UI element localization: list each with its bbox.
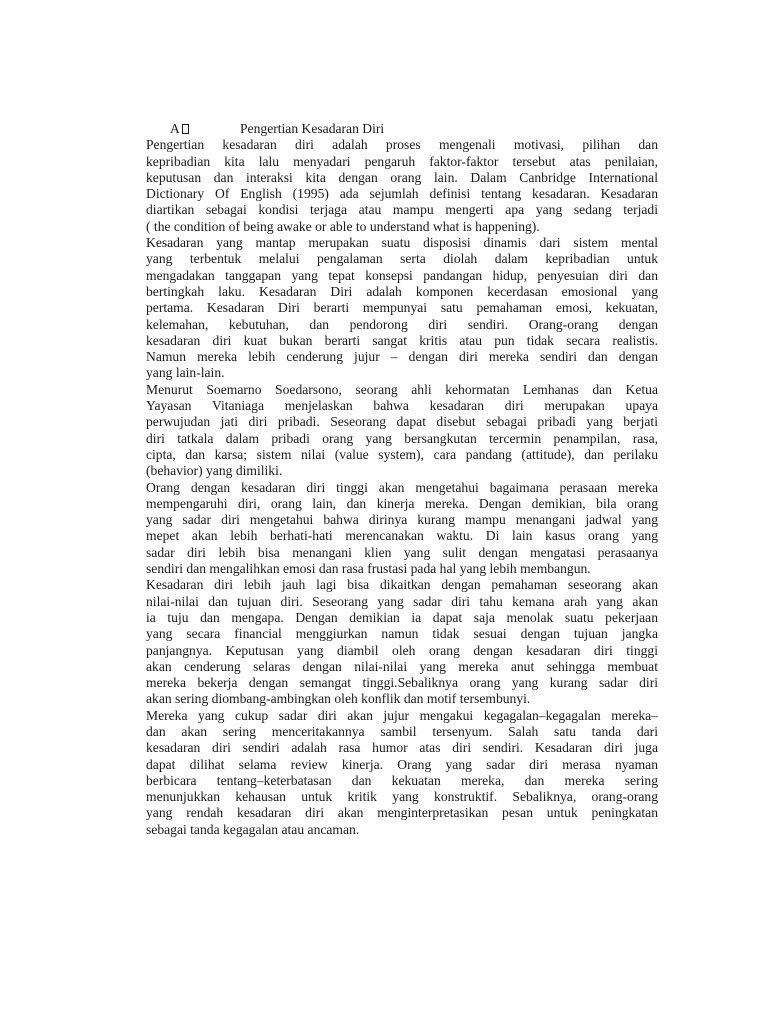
paragraph [146, 137, 658, 235]
paragraph-line: panjangnya. Keputusan yang diambil oleh orang dengan kesadaran diri tinggi [146, 642, 658, 658]
paragraph-line: Mereka yang cukup sadar diri akan jujur mengakui kegagalan–kegagalan mereka– [146, 707, 658, 723]
paragraph-line: Yayasan Vitaniaga menjelaskan bahwa kesadaran diri merupakan upaya [146, 398, 658, 414]
paragraph-line: keputusan dan interaksi kita dengan orang lain. Dalam Canbridge International [146, 169, 658, 185]
paragraph-line: diri tatkala dalam pribadi orang yang bersangkutan tercermin penampilan, rasa, [146, 430, 658, 446]
paragraph-line: Namun mereka lebih cenderung jujur – dengan diri mereka sendiri dan dengan [146, 349, 658, 365]
paragraph-line: Kesadaran yang mantap merupakan suatu disposisi dinamis dari sistem mental [146, 235, 658, 251]
paragraph-line: ia tuju dan mengapa. Dengan demikian ia dapat saja menolak suatu pekerjaan [146, 609, 658, 625]
paragraph-line: menunjukkan kehausan untuk kritik yang konstruktif. Sebaliknya, orang-orang [146, 789, 658, 805]
paragraph-line: mepet akan lebih berhati-hati merencanakan waktu. Di lain kasus orang yang [146, 528, 658, 544]
section-heading [146, 121, 658, 137]
paragraph-line: (behavior) yang dimiliki. [146, 463, 283, 479]
paragraph-line: bertingkah laku. Kesadaran Diri adalah komponen kecerdasan emosional yang [146, 283, 658, 299]
paragraph-line: dan akan sering menceritakannya sambil tersenyum. Salah satu tanda dari [146, 723, 658, 739]
paragraph-line: sendiri dan mengalihkan emosi dan rasa frustasi pada hal yang lebih membangun. [146, 561, 591, 577]
paragraph-line: kesadaran diri kuat bukan berarti sangat kritis atau pun tidak secara realistis. [146, 332, 658, 348]
paragraph-line: yang rendah kesadaran diri akan menginterpretasikan pesan untuk peningkatan [146, 805, 658, 821]
paragraph-line: kelemahan, kebutuhan, dan pendorong diri sendiri. Orang-orang dengan [146, 316, 658, 332]
paragraph-line: Menurut Soemarno Soedarsono, seorang ahli kehormatan Lemhanas dan Ketua [146, 381, 658, 397]
paragraph-line: sadar diri lebih bisa menangani klien yang sulit dengan mengatasi perasaanya [146, 544, 658, 560]
paragraph-line: Kesadaran diri lebih jauh lagi bisa dikaitkan dengan pemahaman seseorang akan [146, 577, 658, 593]
paragraph-line: diartikan sebagai kondisi terjaga atau mampu mengerti apa yang sedang terjadi [146, 202, 658, 218]
document-page [146, 121, 658, 838]
paragraph-line: mempengaruhi diri, orang lain, dan kinerja mereka. Dengan demikian, bila orang [146, 495, 658, 511]
paragraph-line: pertama. Kesadaran Diri berarti mempunyai satu pemahaman emosi, kekuatan, [146, 300, 658, 316]
section-number-text: A [170, 121, 180, 136]
paragraph-line: berbicara tentang–keterbatasan dan kekuatan mereka, dan mereka sering [146, 772, 658, 788]
paragraph [146, 480, 658, 578]
paragraph-line: kesadaran diri sendiri adalah rasa humor atas diri sendiri. Kesadaran diri juga [146, 740, 658, 756]
paragraph-line: mereka bekerja dengan semangat tinggi.Sebaliknya orang yang kurang sadar diri [146, 675, 658, 691]
paragraph-line: yang lain-lain. [146, 365, 225, 381]
paragraph-line: Dictionary Of English (1995) ada sejumlah definisi tentang kesadaran. Kesadaran [146, 186, 658, 202]
paragraph [146, 708, 658, 838]
paragraph-line: Pengertian kesadaran diri adalah proses mengenali motivasi, pilihan dan [146, 137, 658, 153]
section-title: Pengertian Kesadaran Diri [240, 121, 385, 136]
paragraph-line: mengadakan tanggapan yang tepat konsepsi pandangan hidup, penyesuian diri dan [146, 267, 658, 283]
paragraph-line: dapat dilihat selama review kinerja. Orang yang sadar diri merasa nyaman [146, 756, 658, 772]
paragraph-line: akan sering diombang-ambingkan oleh konflik dan motif tersembunyi. [146, 691, 531, 707]
paragraph [146, 382, 658, 480]
paragraph-line: yang terbentuk melalui pengalaman serta diolah dalam kepribadian untuk [146, 251, 658, 267]
paragraph-line: sebagai tanda kegagalan atau ancaman. [146, 821, 360, 837]
paragraph-line: nilai-nilai dan tujuan diri. Seseorang yang sadar diri tahu kemana arah yang akan [146, 593, 658, 609]
paragraph-line: kepribadian kita lalu menyadari pengaruh faktor-faktor tersebut atas penilaian, [146, 153, 658, 169]
section-number [170, 121, 240, 137]
paragraph-line: ( the condition of being awake or able to understand what is happening). [146, 218, 540, 234]
paragraph [146, 235, 658, 382]
paragraph-line: Orang dengan kesadaran diri tinggi akan mengetahui bagaimana perasaan mereka [146, 479, 658, 495]
paragraph-line: cipta, dan karsa; sistem nilai (value system), cara pandang (attitude), dan perilaku [146, 446, 658, 462]
paragraph-line: yang secara financial menggiurkan namun tidak sesuai dengan tujuan jangka [146, 626, 658, 642]
paragraph-line: yang sadar diri mengetahui bahwa dirinya kurang mampu menangani jadwal yang [146, 512, 658, 528]
body-text [146, 137, 658, 838]
paragraph-line: perwujudan jati diri pribadi. Seseorang dapat disebut sebagai pribadi yang berjati [146, 414, 658, 430]
paragraph [146, 577, 658, 707]
paragraph-line: akan cenderung selaras dengan nilai-nilai yang mereka anut sehingga membuat [146, 658, 658, 674]
missing-glyph-box-icon [182, 124, 189, 134]
